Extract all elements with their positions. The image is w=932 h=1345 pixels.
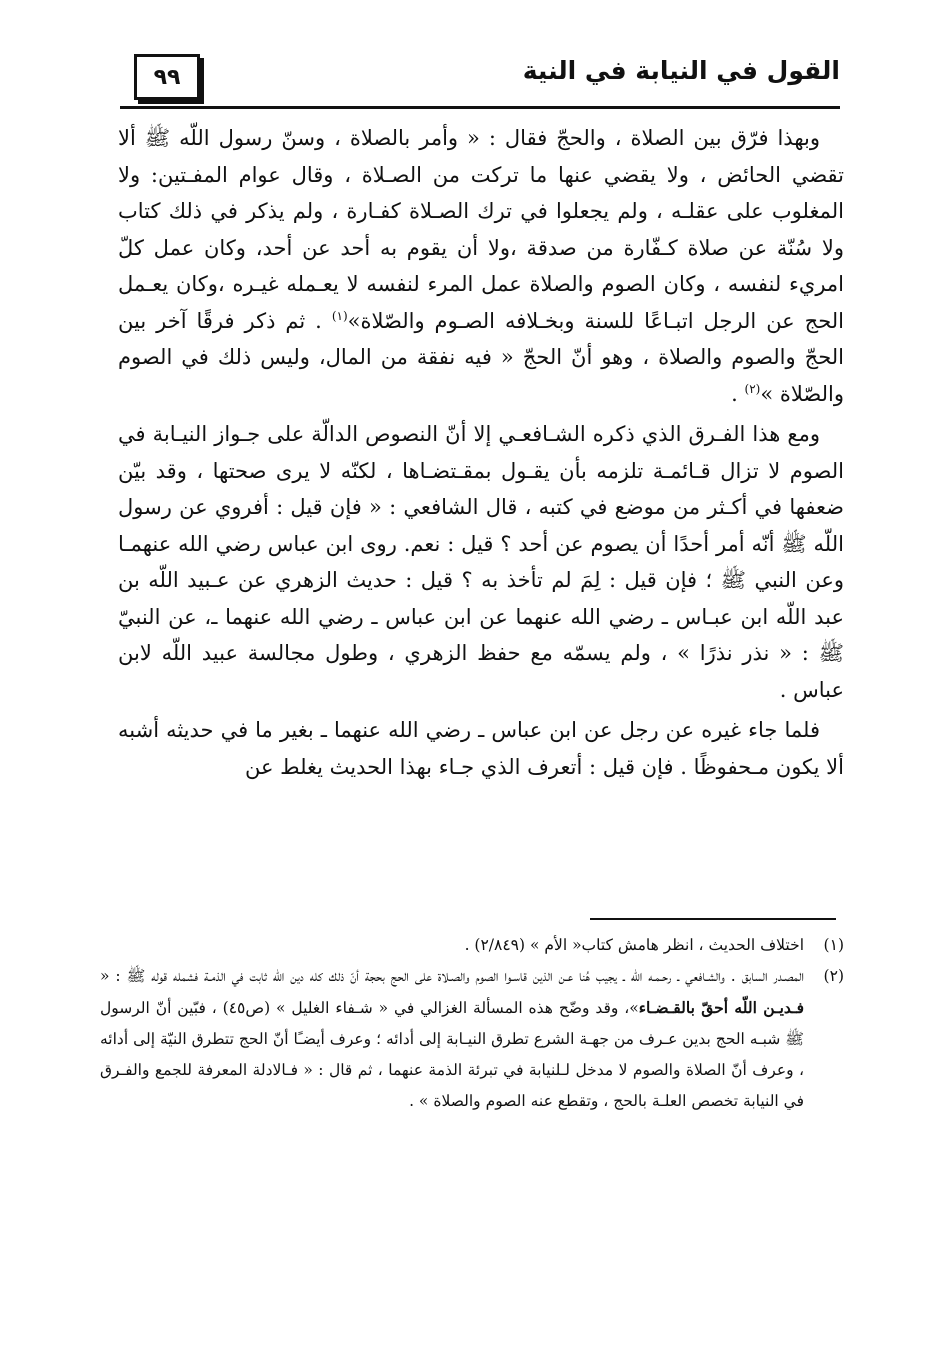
paragraph-1-text-b: . ثم ذكر فرقًا آخر بين الحجّ والصوم والصلاة ، وهو أنّ الحجّ « فيه نفقة من المال، وليس ذلك في الصوم والصّلاة » (118, 308, 844, 406)
footnote-2-text-a: المصـدر السابق . والشـافعي ـ رحـمـه اللّه ـ يجيب هُنا عـن الذين قاسـوا الصوم والصـلاة على الحج بحجة أنّ ذلك كله دين اللّه ثابت في الذمـة فشمله قوله ﷺ : « (100, 967, 804, 985)
page-header (120, 48, 840, 104)
footnote-1-number: (١) (823, 936, 844, 954)
footnote-ref-1: (١) (331, 308, 348, 323)
footnote-rule (590, 918, 836, 920)
paragraph-1-text-a: وبهذا فرّق بين الصلاة ، والحجّ فقال : « وأمر بالصلاة ، وسنّ رسول اللّه ﷺ ألا تقضي الحائض ، ولا يقضي عنها ما تركت من الصـلاة ، وقال عوام المفـتين: ولا المغلوب على عقلـه ، ولم يجعلوا في ترك الصـلاة كفـارة ، ولم يذكر في ذلك كتاب ولا سُنّة عن صلاة كـفّارة من صدقة ،ولا أن يقوم به أحد عن أحد، وكان عمل كلّ امريء لنفسه ، وكان الصوم والصلاة عمل المرء لنفسه لا يعـمله غيـره ،وكان يعـمل الحج عن الرجل اتبـاعًا للسنة وبخـلافه الصـوم والصّلاة» (118, 126, 845, 333)
page-number: ٩٩ (134, 54, 200, 100)
footnotes (100, 930, 844, 1117)
main-text (118, 120, 844, 789)
footnote-1-text: اختلاف الحديث ، انظر هامش كتاب« الأم » (٢/٨٤٩) . (464, 936, 804, 954)
paragraph-3: فلما جاء غيره عن رجل عن ابن عباس ـ رضي الله عنهما ـ بغير ما في حديثه أشبه ألا يكون مـحفوظًا . فإن قيل : أتعرف الذي جـاء بهذا الحديث يغلط عن (118, 718, 844, 779)
footnote-2-text-b: »، وقد وضّح هذه المسألة الغزالي في « شـفاء الغليل » (ص٤٥) ، فبّين أنّ الرسول ﷺ شبـه الحج بدين عـرف من جهـة الشرع تطرق النيـابة إلى أدائه ؛ وعرف أيضـًا أنّ الحج تتطرق النيّة إلى أدائه ، وعرف أنّ الصلاة والصوم لا مدخل لـلنيابة في تبرئة الذمة عنهما ، ثم قال : « فـالادلة المعرفة للجمع والفـرق في النيابة تخصص العلـة بالحج ، وتقطع عنه الصوم والصلاة » . (100, 999, 804, 1110)
running-title: القول في النيابة في النية (522, 56, 840, 85)
paragraph-1-text-c: . (731, 381, 745, 406)
header-rule (120, 106, 840, 109)
paragraph-1 (118, 120, 844, 412)
footnote-2 (100, 961, 844, 1117)
footnote-1 (100, 930, 844, 961)
footnote-2-number: (٢) (823, 967, 844, 985)
footnote-2-quote: فـديـن اللّه أحقّ بالقـضـاء (638, 998, 804, 1017)
footnote-ref-2: (٢) (744, 381, 761, 396)
paragraph-2: ومع هذا الفـرق الذي ذكره الشـافعـي إلا أنّ النصوص الدالّة على جـواز النيـابة في الصوم لا تزال قـائمـة تلزمه بأن يقـول بمقـتضـاها ، لكنّه لا يرى صحتها ، وقد بيّن ضعفها في أكـثر من موضع في كتبه ، قال الشافعي : « فإن قيل : أفروي عن رسول اللّه ﷺ أنّه أمر أحدًا أن يصوم عن أحد ؟ قيل : نعم. روى ابن عباس رضي الله عنهمـا وعن النبي ﷺ ؛ فإن قيل : لِمَ لم تأخذ به ؟ قيل : حديث الزهري عن عـبيد اللّه بن عبد اللّه ابن عبـاس ـ رضي الله عنهما عن ابن عباس ـ رضي الله عنهما ـ، عن النبيّ ﷺ : « نذر نذرًا » ، ولم يسمّه مع حفظ الزهري ، وطول مجالسة عبيد اللّه لابن عباس . (118, 422, 844, 702)
